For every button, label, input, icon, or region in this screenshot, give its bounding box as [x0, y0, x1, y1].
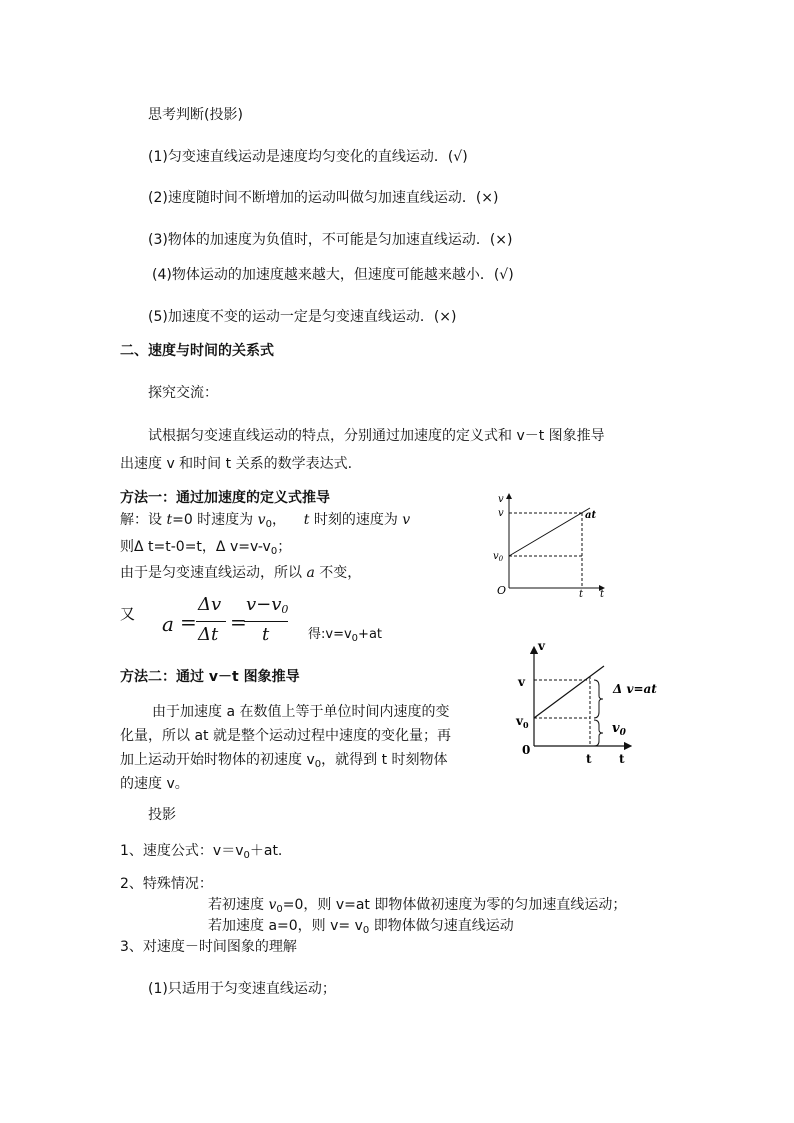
- projection-title: 投影: [148, 807, 176, 823]
- method2-heading: 方法二：通过 v－t 图象推导: [120, 669, 300, 685]
- v0-tick-label: $v_0$: [493, 551, 504, 563]
- question-item-2: (2)速度随时间不断增加的运动叫做匀加速直线运动．(×): [148, 190, 499, 206]
- y-axis-label: v: [538, 639, 545, 653]
- prompt-line-2: 出速度 v 和时间 t 关系的数学表达式.: [120, 456, 353, 472]
- origin-label: 0: [522, 743, 531, 757]
- projection-item-3: 3、对速度－时间图象的理解: [120, 939, 297, 955]
- v0-tick-label: $v_0$: [516, 714, 529, 730]
- at-label: at: [585, 510, 597, 521]
- question-item-3: (3)物体的加速度为负值时，不可能是匀加速直线运动．(×): [148, 232, 513, 248]
- v0-brace: [594, 720, 603, 746]
- explore-label: 探究交流：: [148, 385, 218, 401]
- t-tick-label: t: [586, 752, 592, 766]
- method1-line1: 解：设 t=0 时速度为 $v_0$， t 时刻的速度为 v: [120, 512, 411, 530]
- y-axis-label: v: [498, 494, 504, 505]
- projection-item-2-line1: 若初速度 $v_0=0$，则 v=at 即物体做初速度为零的匀加速直线运动；: [208, 897, 627, 915]
- section2-heading: 二、速度与时间的关系式: [120, 343, 274, 359]
- prompt-line-1: 试根据匀变速直线运动的特点，分别通过加速度的定义式和 v－t 图象推导: [148, 428, 605, 444]
- t-tick-label: t: [579, 589, 584, 600]
- projection-item-2: 2、特殊情况：: [120, 876, 213, 892]
- acceleration-formula: a = Δv Δt = $v-v_0$ t: [162, 594, 289, 645]
- method2-paragraph: 由于加速度 a 在数值上等于单位时间内速度的变 化量，所以 at 就是整个运动过程中速度的变化量；再 加上运动开始时物体的初速度 $v_0$，就得到 t 时刻物体 的速度 v。: [120, 704, 451, 792]
- question-item-5: (5)加速度不变的运动一定是匀变速直线运动．(×): [148, 309, 457, 325]
- vt-graph-1: [490, 488, 615, 600]
- projection-item-2-line2: 若加速度 a=0，则 $v= v_0$ 即物体做匀速直线运动: [208, 918, 514, 936]
- question-item-1: (1)匀变速直线运动是速度均匀变化的直线运动．(√): [148, 149, 468, 165]
- projection-item-1: 1、速度公式：$v=v_0+at$.: [120, 843, 283, 861]
- v0-brace-label: $v_0$: [612, 721, 626, 738]
- method1-line3: 由于是匀变速直线运动，所以 a 不变，: [120, 565, 362, 581]
- x-axis-label: t: [619, 752, 625, 766]
- projection-item-3-sub1: (1)只适用于匀变速直线运动；: [148, 981, 336, 997]
- delta-label: Δ v=at: [613, 682, 657, 696]
- questions-title: 思考判断(投影): [148, 107, 243, 123]
- method1-result: 得$:v=v_0+at$: [308, 627, 383, 644]
- method1-heading: 方法一：通过加速度的定义式推导: [120, 490, 330, 506]
- v-tick-label: v: [498, 508, 504, 519]
- question-item-4: (4)物体运动的加速度越来越大，但速度可能越来越小．(√): [152, 267, 514, 283]
- v-tick-label: v: [518, 675, 525, 689]
- vt-graph-2: [510, 636, 670, 768]
- x-axis-label: t: [600, 589, 605, 600]
- velocity-line: [509, 508, 590, 556]
- you-label: 又: [120, 605, 136, 623]
- origin-label: O: [497, 584, 507, 597]
- method1-line2: 则Δ t=t-0=t，Δ $v=v-v_0$；: [120, 539, 292, 557]
- delta-brace: [594, 680, 603, 718]
- velocity-line: [534, 666, 604, 718]
